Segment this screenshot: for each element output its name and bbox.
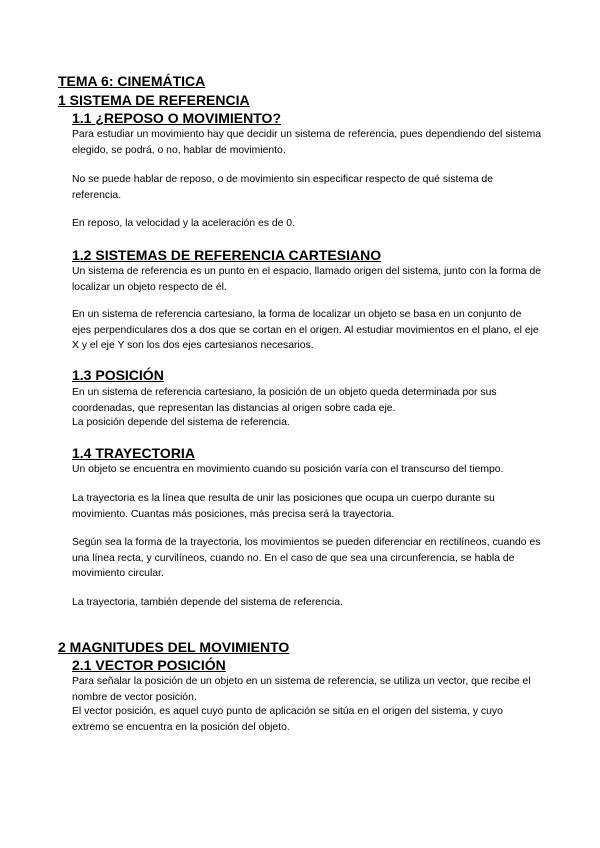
section-2-heading: 2 MAGNITUDES DEL MOVIMIENTO xyxy=(58,639,290,655)
section-1-4-paragraph-3: Según sea la forma de la trayectoria, los movimientos se pueden diferenciar en rectilíneos, cuando es una línea recta, y curvilíneos, cuando no. En el caso de que sea una circunferencia, se habla de movimiento circular. xyxy=(72,537,541,579)
section-1-4-paragraph-2: La trayectoria es la línea que resulta de unir las posiciones que ocupa un cuerpo durante su movimiento. Cuantas más posiciones, más precisa será la trayectoria. xyxy=(72,493,495,520)
section-1-3-heading: 1.3 POSICIÓN xyxy=(72,367,164,383)
section-1-1-paragraph-1: Para estudiar un movimiento hay que decidir un sistema de referencia, pues dependiendo del sistema elegido, se podrá, o no, hablar de movimiento. xyxy=(72,129,542,156)
section-1-3-paragraph-1: En un sistema de referencia cartesiano, la posición de un objeto queda determinada por sus coordenadas, que representan las distancias al origen sobre cada eje. xyxy=(72,387,497,414)
section-2-1-paragraph-2: El vector posición, es aquel cuyo punto de aplicación se sitúa en el origen del sistema, y cuyo extremo se encuentra en la posición del objeto. xyxy=(72,706,503,733)
section-1-1-heading: 1.1 ¿REPOSO O MOVIMIENTO? xyxy=(72,110,281,126)
section-2-1-heading: 2.1 VECTOR POSICIÓN xyxy=(72,657,226,673)
section-1-2-paragraph-1: Un sistema de referencia es un punto en el espacio, llamado origen del sistema, junto con la forma de localizar un objeto respecto de él. xyxy=(72,266,541,293)
section-1-4-paragraph-4: La trayectoria, también depende del sistema de referencia. xyxy=(72,597,343,608)
section-1-2-paragraph-2: En un sistema de referencia cartesiano, la forma de localizar un objeto se basa en un conjunto de ejes perpendiculares dos a dos que se cortan en el origen. Al estudiar movimientos en el plano, el eje X y el eje Y son los dos ejes cartesianos necesarios. xyxy=(72,309,539,351)
section-1-1-paragraph-3: En reposo, la velocidad y la aceleración es de 0. xyxy=(72,218,295,229)
document-title: TEMA 6: CINEMÁTICA xyxy=(58,73,206,89)
section-1-1-paragraph-2: No se puede hablar de reposo, o de movimiento sin especificar respecto de qué sistema de referencia. xyxy=(72,174,494,201)
section-1-2-heading: 1.2 SISTEMAS DE REFERENCIA CARTESIANO xyxy=(72,247,382,263)
section-1-heading: 1 SISTEMA DE REFERENCIA xyxy=(58,92,250,108)
section-1-3-paragraph-2: La posición depende del sistema de referencia. xyxy=(72,417,290,428)
section-1-4-paragraph-1: Un objeto se encuentra en movimiento cuando su posición varía con el transcurso del tiempo. xyxy=(72,464,504,475)
section-1-4-heading: 1.4 TRAYECTORIA xyxy=(72,445,195,461)
section-2-1-paragraph-1: Para señalar la posición de un objeto en un sistema de referencia, se utiliza un vector, que recibe el nombre de vector posición. xyxy=(72,676,531,703)
